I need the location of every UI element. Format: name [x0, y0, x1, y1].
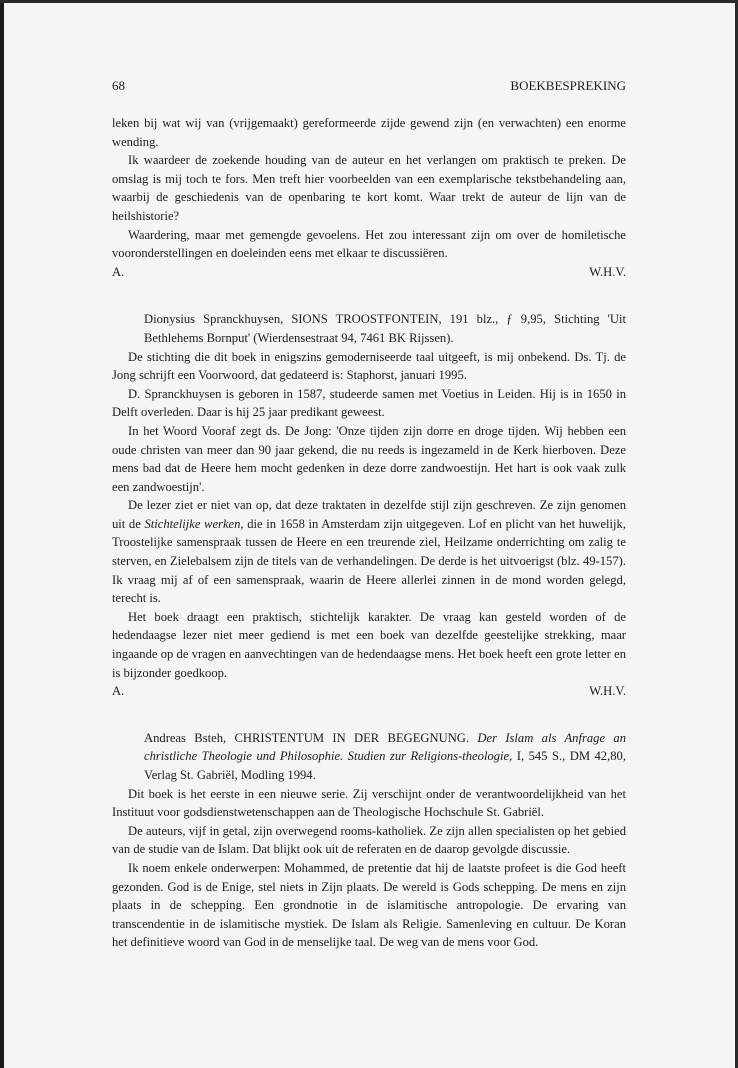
review1-paragraph-1: leken bij wat wij van (vrijgemaakt) gereformeerde zijde gewend zijn (en verwachten) een enorme wending. — [112, 116, 626, 149]
review3-paragraph-3: Ik noem enkele onderwerpen: Mohammed, de pretentie dat hij de laatste profeet is die God heeft gezonden. God is de Enige, stel niets in Zijn plaats. De wereld is Gods schepping. De mens en zijn plaats in de schepping. Een grondnotie in de islamitische antropologie. De ervaring van transcendentie in de islamitische mystiek. De Islam als Religie. Samenleving en cultuur. De Koran het definitieve woord van God in de menselijke taal. De weg van de mens voor God. — [112, 860, 626, 950]
page-body — [112, 114, 626, 952]
signature-initial: A. — [112, 264, 125, 279]
scan-border-left — [0, 0, 4, 1068]
paragraph-text: De lezer ziet er niet van op, dat deze traktaten in dezelfde stijl zijn geschreven. Ze zijn genomen uit de — [112, 498, 626, 531]
entry-text: Andreas Bsteh, CHRISTENTUM IN DER BEGEGNUNG. — [144, 730, 478, 745]
review2-paragraph-5: Het boek draagt een praktisch, stichtelijk karakter. De vraag kan gesteld worden of de hedendaagse lezer niet meer gediend is met een boek van dezelfde geestelijke strekking, maar ingaande op de vragen en aanvechtingen van de hedendaagse mens. Het boek heeft een grote letter en is bijzonder goedkoop. — [112, 609, 626, 680]
review3-bibliographic-entry — [112, 729, 626, 785]
running-title: BOEKBESPREKING — [510, 78, 626, 93]
section-spacer — [112, 701, 626, 729]
review1-signature — [112, 263, 626, 282]
review3-paragraph-2: De auteurs, vijf in getal, zijn overwegend rooms-katholiek. Ze zijn allen specialisten op het gebied van de studie van de Islam. Dat blijkt ook uit de referaten en de daarop gevolgde discussie. — [112, 823, 626, 857]
signature-initial: A. — [112, 684, 125, 699]
review2-paragraph-4 — [112, 496, 626, 608]
review2-signature — [112, 682, 626, 701]
running-header — [112, 78, 626, 94]
entry-text: I, 545 S., DM 42,80, Verlag St. Gabriël, Modling 1994. — [144, 749, 626, 782]
review2-paragraph-2: D. Spranckhuysen is geboren in 1587, studeerde samen met Voetius in Leiden. Hij is in 1650 in Delft overleden. Daar is hij 25 jaar predikant geweest. — [112, 386, 626, 420]
paragraph-text: die in 1658 in Amsterdam zijn uitgegeven. Lof en plicht van het huwelijk, Troostelijke samenspraak tussen de Heere en een treurende ziel, Heilzame onderrichting om zalig te sterven, en Zielebalsem zijn de titels van de verhandelingen. De derde is het uitvoerigst (blz. 49-157). Ik vraag mij af of een samenspraak, waarin de Heere allerlei zinnen in de mond worden gelegd, terecht is. — [112, 516, 626, 606]
scan-border-top — [0, 0, 738, 3]
review2-paragraph-3: In het Woord Vooraf zegt ds. De Jong: 'Onze tijden zijn dorre en droge tijden. Wij hebben een oude christen van meer dan 90 jaar gekend, die nu reeds is ingezameld in de Kerk hierboven. Deze mens bad dat de Heere hem mocht gedenken in deze dorre zandwoestijn. Het hart is ook vaak zulk een zandwoestijn'. — [112, 423, 626, 494]
page-number: 68 — [112, 78, 125, 93]
review2-bibliographic-entry: Dionysius Spranckhuysen, SIONS TROOSTFONTEIN, 191 blz., ƒ 9,95, Stichting 'Uit Bethlehems Bornput' (Wierdensestraat 94, 7461 BK Rijssen). — [144, 312, 626, 345]
section-spacer — [112, 281, 626, 310]
work-subtitle: Der Islam als Anfrage an christliche Theologie und Philosophie. Studien zur Religions-theologie, — [144, 730, 626, 764]
signature-author: W.H.V. — [589, 684, 626, 699]
review3-paragraph-1: Dit boek is het eerste in een nieuwe serie. Zij verschijnt onder de verantwoordelijkheid van het Instituut voor godsdienstwetenschappen aan de Theologische Hochschule St. Gabriël. — [112, 786, 626, 820]
review2-paragraph-1: De stichting die dit boek in enigszins gemoderniseerde taal uitgeeft, is mij onbekend. Ds. Tj. de Jong schrijft een Voorwoord, dat gedateerd is: Staphorst, januari 1995. — [112, 349, 626, 383]
review1-paragraph-2: Ik waardeer de zoekende houding van de auteur en het verlangen om praktisch te preken. De omslag is mij toch te fors. Men treft hier voorbeelden van een exemplarische tekstbehandeling aan, waarbij de geschiedenis van de openbaring te kort komt. Waar trekt de auteur de lijn van de heilshistorie? — [112, 153, 626, 223]
review1-paragraph-3: Waardering, maar met gemengde gevoelens. Het zou interessant zijn om over de homiletische vooronderstellingen en doeleinden eens met elkaar te discussiëren. — [112, 227, 626, 261]
signature-author: W.H.V. — [589, 264, 626, 279]
work-title: Stichtelijke werken, — [144, 516, 244, 531]
